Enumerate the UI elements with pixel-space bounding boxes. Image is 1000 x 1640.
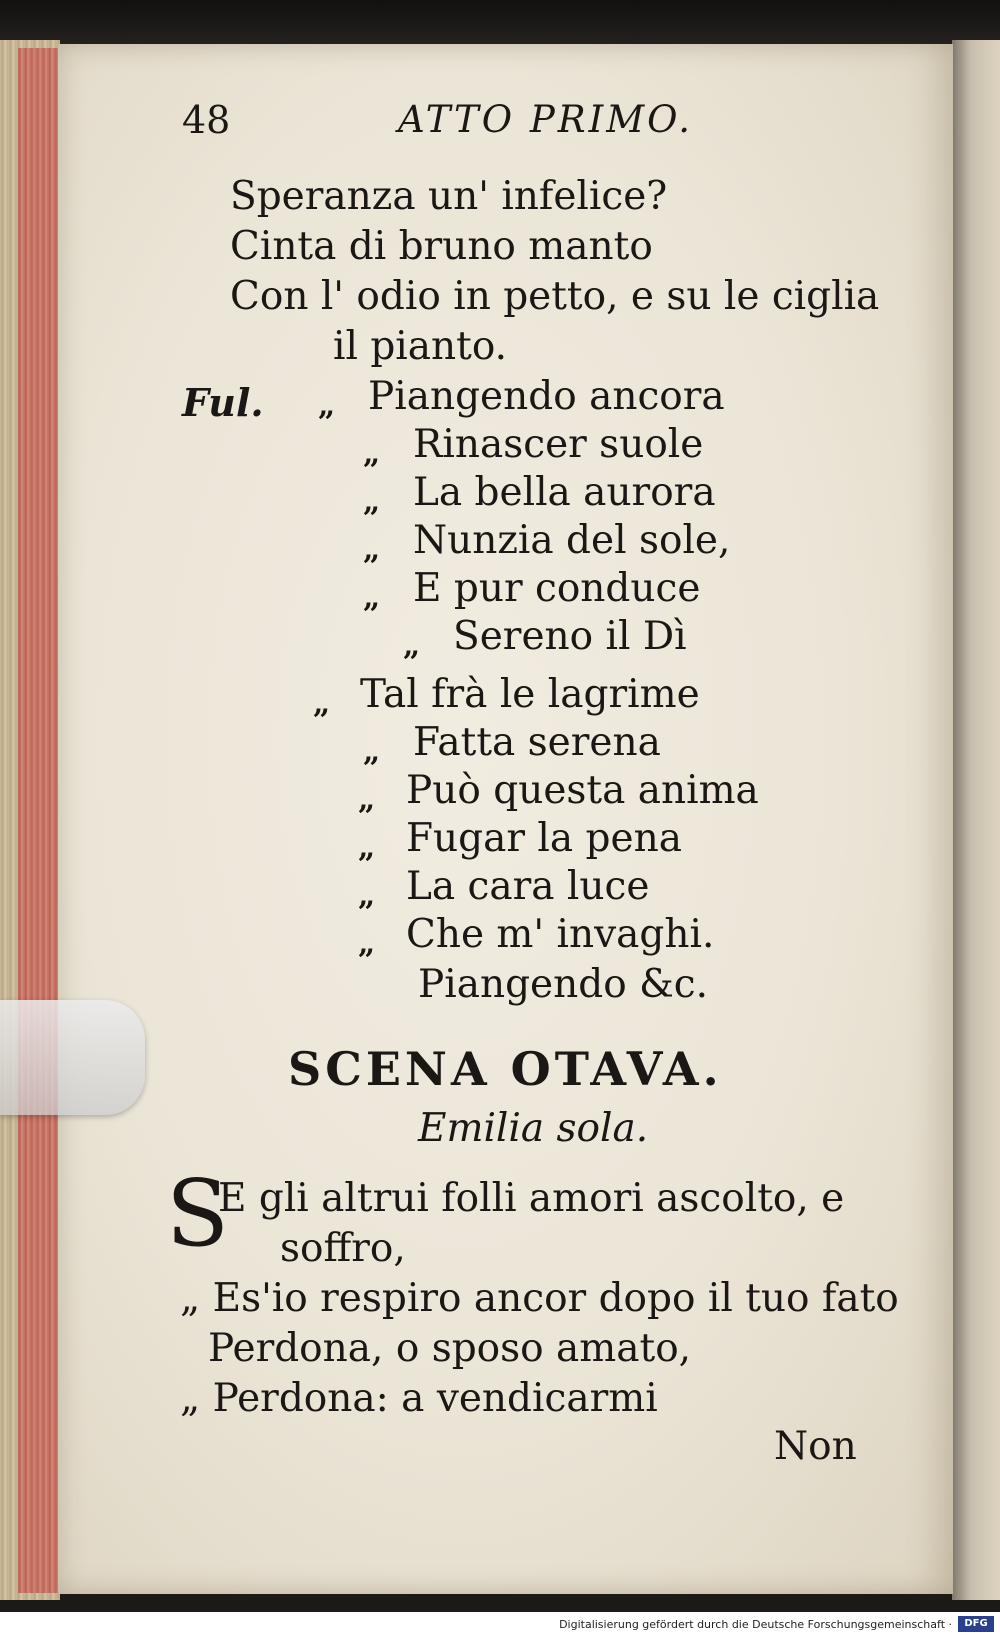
aria-line: Fatta serena [413, 720, 661, 765]
quote-mark: „ [363, 580, 381, 615]
verse-line: Speranza un' infelice? [230, 174, 668, 219]
verse-line: il pianto. [333, 324, 508, 369]
quote-mark: „ [358, 878, 376, 913]
page-clip [0, 1000, 145, 1115]
speech-line: „ Perdona: a vendicarmi [180, 1376, 658, 1421]
aria-refrain: Piangendo &c. [418, 962, 709, 1007]
aria-line: Nunzia del sole, [413, 518, 731, 563]
quote-mark: „ [403, 628, 421, 663]
quote-mark: „ [313, 686, 331, 721]
speech-line: soffro, [280, 1226, 406, 1271]
verse-line: Con l' odio in petto, e su le ciglia [230, 274, 880, 319]
quote-mark: „ [358, 830, 376, 865]
speech-line: E gli altrui folli amori ascolto, e [218, 1176, 845, 1221]
catchword: Non [774, 1424, 857, 1469]
quote-mark: „ [363, 436, 381, 471]
speaker-label: Ful. [182, 380, 264, 425]
verse-line: Cinta di bruno manto [230, 224, 653, 269]
aria-line: Piangendo ancora [368, 374, 725, 419]
quote-mark: „ [363, 484, 381, 519]
book-page [58, 44, 953, 1594]
aria-line: Sereno il Dì [453, 614, 687, 659]
quote-mark: „ [363, 734, 381, 769]
aria-line: Che m' invaghi. [406, 912, 715, 957]
quote-mark: „ [363, 532, 381, 567]
scene-title: SCENA OTAVA. [288, 1042, 723, 1096]
aria-line: La bella aurora [413, 470, 716, 515]
aria-line: Fugar la pena [406, 816, 682, 861]
digitization-credit: Digitalisierung gefördert durch die Deutsche Forschungsgemeinschaft · [559, 1618, 952, 1631]
aria-line: Rinascer suole [413, 422, 704, 467]
aria-line: Tal frà le lagrime [360, 672, 700, 717]
quote-mark: „ [358, 782, 376, 817]
drop-cap: S [166, 1160, 230, 1267]
aria-line: La cara luce [406, 864, 650, 909]
scene-subtitle: Emilia sola. [418, 1106, 649, 1151]
facing-page-edge [952, 40, 1000, 1600]
red-page-edge [18, 48, 58, 1593]
running-header: ATTO PRIMO. [398, 98, 694, 141]
quote-mark: „ [358, 926, 376, 961]
speech-line: „ Es'io respiro ancor dopo il tuo fato [180, 1276, 899, 1321]
aria-line: Può questa anima [406, 768, 759, 813]
page-number: 48 [182, 98, 231, 142]
quote-mark: „ [318, 388, 336, 423]
dfg-logo: DFG [958, 1616, 994, 1632]
aria-line: E pur conduce [413, 566, 701, 611]
speech-line: Perdona, o sposo amato, [208, 1326, 692, 1371]
